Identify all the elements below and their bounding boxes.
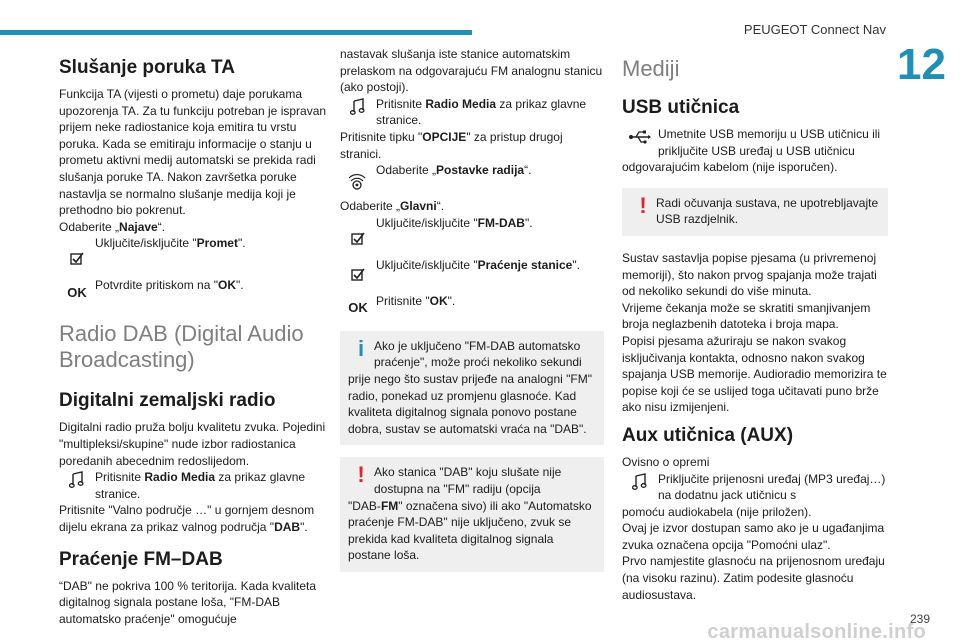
paragraph: Sustav sastavlja popise pjesama (u privremenoj memoriji), što nakon prvog spajanja može trajati od nekoliko sekundi do više minuta. xyxy=(622,250,877,299)
section-title: USB utičnica xyxy=(622,97,740,118)
step-text: Umetnite USB memoriju u USB utičnicu ili priključite USB uređaj u USB utičnicu xyxy=(658,127,881,158)
toggle-checkbox-icon xyxy=(59,235,95,265)
step-row xyxy=(59,469,329,502)
paragraph: Pritisnite "Valno područje …" u gornjem desnom dijelu ekrana za prikaz valnog područja "DAB". xyxy=(59,503,315,534)
paragraph: Pritisnite tipku "OPCIJE" za pristup drugoj stranici. xyxy=(340,129,563,161)
paragraph: Popisi pjesama ažuriraju se nakon svakog isključivanja kontakta, odnosno nakon svakog spajanja USB memorije. Audioradio memorizira te popise koji će se uslijed toga učitavati puno brže ako nisu izmijenjeni. xyxy=(622,333,887,415)
watermark: carmanualsonline.info xyxy=(707,621,926,643)
paragraph: Digitalni radio pruža bolju kvalitetu zvuka. Pojedini "multipleksi/skupine" nude izbor radiostanica poredanih abecednim redoslijedom. xyxy=(59,420,326,468)
music-note-icon xyxy=(340,96,376,126)
note-text: prije nego što sustav prijeđe na analogni "FM" radio, ponekad uz promjenu glasnoće. Kad kvaliteta digitalnog signala ponovo postane dobra, sustav se automatski vraća na "DAB". xyxy=(348,371,592,436)
paragraph: “DAB" ne pokriva 100 % teritorija. Kada kvaliteta digitalnog signala postane loša, "FM-DAB automatsko praćenje" omogućuje xyxy=(59,578,317,626)
paragraph: Odaberite „Glavni“. xyxy=(340,199,445,214)
step-text: Odaberite „Postavke radija“. xyxy=(376,163,532,178)
info-icon: i xyxy=(357,335,365,361)
chapter-title: Mediji xyxy=(622,56,680,81)
top-accent-bar xyxy=(0,30,472,35)
warning-icon: ! xyxy=(639,192,647,218)
note-text: Ako stanica "DAB" koju slušate nije dostupna na "FM" radiju (opcija xyxy=(374,465,562,496)
paragraph: Ovisno o opremi xyxy=(622,454,710,469)
step-row xyxy=(622,126,888,159)
note-text: Radi očuvanja sustava, ne upotrebljavajte USB razdjelnik. xyxy=(656,195,879,227)
paragraph: Funkcija TA (vijesti o prometu) daje porukama upozorenja TA. Za tu funkciju potreban je ispravan prijem neke radiostanice koja emitira tu vrstu poruka. Kada se emitiraju informacije o stanju u prometu aktivni medij automatski se prekida radi slušanja poruke TA. Nakon završetka poruke nastavlja se normalno slušanje medija koji je prethodno bio pokrenut. xyxy=(59,87,327,218)
step-row xyxy=(622,471,888,504)
usb-icon xyxy=(622,126,658,156)
section-title: Praćenje FM–DAB xyxy=(59,548,223,570)
music-note-icon xyxy=(622,471,658,501)
note-text: Ako je uključeno "FM-DAB automatsko praćenje", može proći nekoliko sekundi xyxy=(374,338,582,370)
column-3 xyxy=(622,56,888,603)
page-number: 239 xyxy=(909,612,930,626)
section-title: Digitalni zemaljski radio xyxy=(59,390,276,412)
warning-note xyxy=(340,457,604,572)
step-row xyxy=(340,215,604,245)
step-row xyxy=(340,96,604,129)
step-text: Uključite/isključite "Praćenje stanice". xyxy=(376,257,580,272)
step-text: Uključite/isključite "Promet". xyxy=(95,236,246,251)
column-1 xyxy=(59,56,329,627)
info-note xyxy=(340,331,604,446)
paragraph: pomoću audiokabela (nije priložen). xyxy=(622,504,812,519)
step-row xyxy=(59,271,329,301)
paragraph: Prvo namjestite glasnoću na prijenosnom uređaju (na visoku razinu). Zatim podesite glasnoću audiosustava. xyxy=(622,554,885,602)
ok-icon: OK xyxy=(348,300,368,316)
section-title: Aux utičnica (AUX) xyxy=(622,424,794,446)
section-title: Slušanje poruka TA xyxy=(59,57,235,78)
column-2 xyxy=(340,46,604,580)
step-row xyxy=(340,162,604,192)
toggle-checkbox-icon xyxy=(340,251,376,281)
chapter-title: Radio DAB (Digital Audio Broadcasting) xyxy=(59,321,304,373)
note-text: "DAB-FM" označena sivo) ili ako "Automatsko praćenje FM-DAB" nije uključeno, zvuk se prekida kad kvaliteta digitalnog signala postane loša. xyxy=(348,498,592,563)
music-note-icon xyxy=(59,469,95,499)
paragraph: Ovaj je izvor dostupan samo ako je u ugađanjima zvuka označena opcija "Pomoćni ulaz". xyxy=(622,521,885,552)
paragraph: nastavak slušanja iste stanice automatskim prelaskom na odgovarajuću FM analognu stanicu (ako postoji). xyxy=(340,47,603,95)
step-text: Uključite/isključite "FM-DAB". xyxy=(376,215,533,230)
step-row xyxy=(59,235,329,265)
ok-icon: OK xyxy=(67,284,87,300)
step-row xyxy=(340,287,604,317)
step-row xyxy=(340,251,604,281)
paragraph: odgovarajućim kabelom (nije isporučen). xyxy=(622,160,838,175)
paragraph: Vrijeme čekanja može se skratiti smanjivanjem broja neglazbenih datoteka i broja mapa. xyxy=(622,300,871,332)
chapter-number: 12 xyxy=(897,40,946,89)
step-text: Priključite prijenosni uređaj (MP3 uređaj…) na dodatnu jack utičnicu s xyxy=(658,471,886,503)
step-text: Pritisnite Radio Media za prikaz glavne stranice. xyxy=(376,96,587,128)
toggle-checkbox-icon xyxy=(340,215,376,245)
warning-note xyxy=(622,188,888,236)
radio-settings-icon xyxy=(340,162,376,192)
warning-icon: ! xyxy=(357,462,365,488)
step-text: Pritisnite Radio Media za prikaz glavne stranice. xyxy=(95,470,306,501)
step-text: Pritisnite "OK". xyxy=(376,293,456,308)
header-title: PEUGEOT Connect Nav xyxy=(743,22,886,37)
step-text: Potvrdite pritiskom na "OK". xyxy=(95,278,244,293)
paragraph: Odaberite „Najave“. xyxy=(59,219,166,234)
